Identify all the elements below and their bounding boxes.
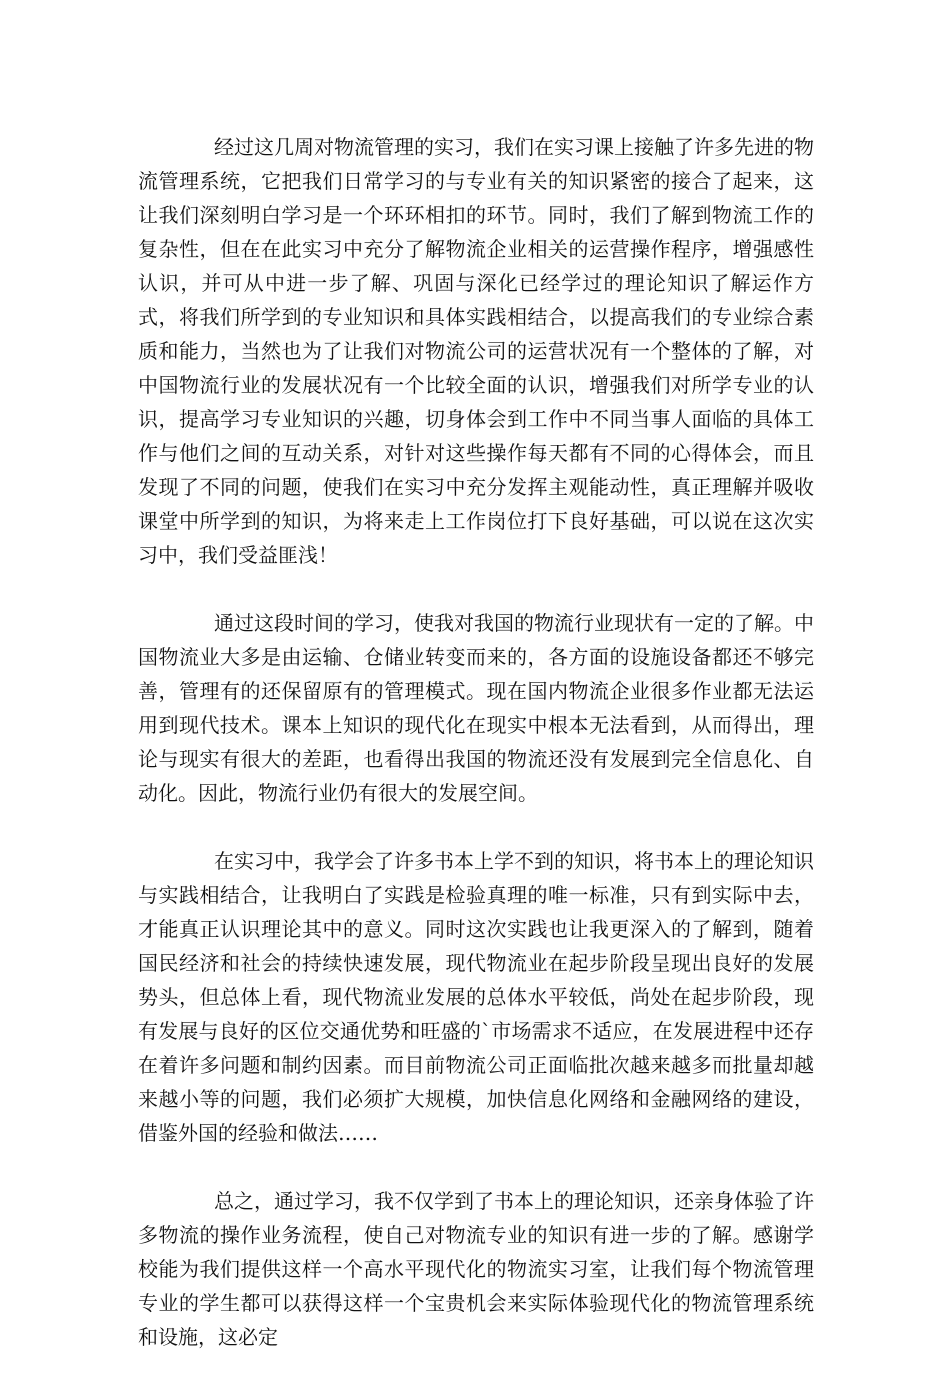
document-body: [138, 130, 814, 1388]
paragraph-3: 在实习中，我学会了许多书本上学不到的知识，将书本上的理论知识与实践相结合，让我明白了实践是检验真理的唯一标准，只有到实际中去，才能真正认识理论其中的意义。同时这次实践也让我更深入的了解到，随着国民经济和社会的持续快速发展，现代物流业在起步阶段呈现出良好的发展势头，但总体上看，现代物流业发展的总体水平较低，尚处在起步阶段，现有发展与良好的区位交通优势和旺盛的`市场需求不适应，在发展进程中还存在着许多问题和制约因素。而目前物流公司正面临批次越来越多而批量却越来越小等的问题，我们必须扩大规模，加快信息化网络和金融网络的建设，借鉴外国的经验和做法……: [138, 849, 814, 1145]
paragraph-4: 总之，通过学习，我不仅学到了书本上的理论知识，还亲身体验了许多物流的操作业务流程，使自己对物流专业的知识有进一步的了解。感谢学校能为我们提供这样一个高水平现代化的物流实习室，让我们每个物流管理专业的学生都可以获得这样一个宝贵机会来实际体验现代化的物流管理系统和设施，这必定: [138, 1189, 814, 1349]
paragraph-2: 通过这段时间的学习，使我对我国的物流行业现状有一定的了解。中国物流业大多是由运输、仓储业转变而来的，各方面的设施设备都还不够完善，管理有的还保留原有的管理模式。现在国内物流企业很多作业都无法运用到现代技术。课本上知识的现代化在现实中根本无法看到，从而得出，理论与现实有很大的差距，也看得出我国的物流还没有发展到完全信息化、自动化。因此，物流行业仍有很大的发展空间。: [138, 611, 814, 805]
paragraph-1: 经过这几周对物流管理的实习，我们在实习课上接触了许多先进的物流管理系统，它把我们日常学习的与专业有关的知识紧密的接合了起来，这让我们深刻明白学习是一个环环相扣的环节。同时，我们了解到物流工作的复杂性，但在在此实习中充分了解物流企业相关的运营操作程序，增强感性认识，并可从中进一步了解、巩固与深化已经学过的理论知识了解运作方式，将我们所学到的专业知识和具体实践相结合，以提高我们的专业综合素质和能力，当然也为了让我们对物流公司的运营状况有一个整体的了解，对中国物流行业的发展状况有一个比较全面的认识，增强我们对所学专业的认识，提高学习专业知识的兴趣，切身体会到工作中不同当事人面临的具体工作与他们之间的互动关系，对针对这些操作每天都有不同的心得体会，而且发现了不同的问题，使我们在实习中充分发挥主观能动性，真正理解并吸收课堂中所学到的知识，为将来走上工作岗位打下良好基础，可以说在这次实习中，我们受益匪浅！: [138, 135, 814, 567]
